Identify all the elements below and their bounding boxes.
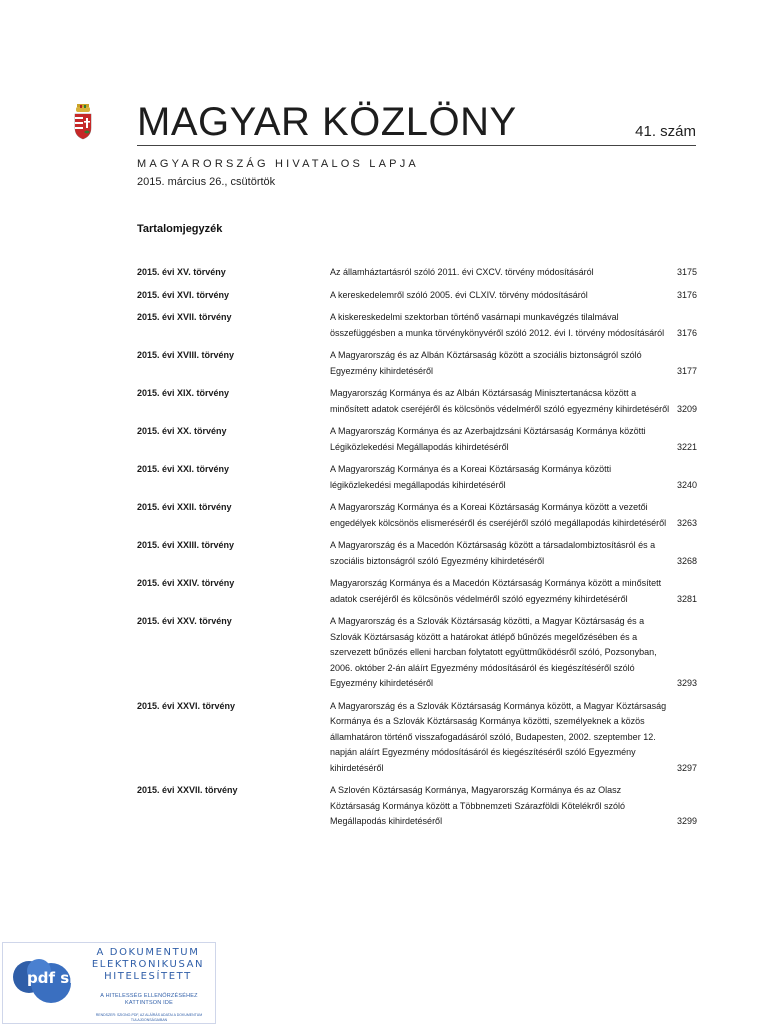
stamp-line-1: A DOKUMENTUM <box>96 947 200 958</box>
toc-row <box>137 699 697 777</box>
toc-description: A Magyarország Kormánya és a Koreai Köztársaság Kormánya közötti légiközlekedési megállapodás kihirdetéséről <box>330 464 612 490</box>
toc-heading: Tartalomjegyzék <box>137 223 223 235</box>
stamp-title <box>85 947 211 983</box>
toc-law: 2015. évi XXI. törvény <box>137 464 230 474</box>
toc-row <box>137 614 697 692</box>
toc-law: 2015. évi XV. törvény <box>137 267 226 277</box>
toc-description: Magyarország Kormánya és a Macedón Köztársaság Kormánya között a minősített adatok cseréjéről és kölcsönös védelméről szóló egyezmény kihirdetéséről <box>330 578 662 604</box>
toc-page-number: 3299 <box>676 816 697 826</box>
pdf-signo-logo-icon <box>9 953 107 1009</box>
toc-page-number: 3176 <box>676 327 697 338</box>
toc-description: Az államháztartásról szóló 2011. évi CXCV. törvény módosításáról <box>330 267 594 277</box>
toc-row <box>137 424 697 455</box>
toc-law: 2015. évi XVI. törvény <box>137 289 230 300</box>
toc-law: 2015. évi XXIII. törvény <box>137 540 235 550</box>
toc-page-number: 3297 <box>676 762 697 773</box>
toc-description: A kiskereskedelmi szektorban történő vasárnapi munkavégzés tilalmával összefüggésben a munka törvénykönyvéről szóló 2012. évi I. törvény módosításáról <box>330 312 665 338</box>
page-title: MAGYAR KÖZLÖNY <box>137 100 517 144</box>
toc-page-number: 3268 <box>676 555 697 566</box>
toc-law: 2015. évi XIX. törvény <box>137 388 230 398</box>
toc-description: A Magyarország és a Szlovák Köztársaság közötti, a Magyar Köztársaság és a Szlovák Köztársaság között a határokat átlépő bűnözés megelőzésében és a szervezett bűnözés elleni harcban folytatott együttműködésről szóló, Pozsonyban, 2006. október 2-án aláírt Egyezmény módosításáról és kiegészítéséről szóló Egyezmény kihirdetéséről <box>330 616 657 688</box>
toc-page-number: 3263 <box>676 517 697 528</box>
toc-law: 2015. évi XXVI. törvény <box>137 700 236 711</box>
table-of-contents <box>137 265 697 837</box>
toc-row <box>137 310 697 341</box>
toc-row <box>137 462 697 493</box>
authentication-stamp[interactable] <box>2 942 216 1024</box>
toc-description: A Szlovén Köztársaság Kormánya, Magyarország Kormánya és az Olasz Köztársaság Kormánya között a Többnemzeti Szárazföldi Kötelékről szóló Megállapodás kihirdetéséről <box>330 785 625 826</box>
issue-number: 41. szám <box>635 123 696 140</box>
toc-row <box>137 500 697 531</box>
pdf-logo-text: pdf signo <box>27 969 107 987</box>
stamp-line-2: ELEKTRONIKUSAN <box>91 959 205 970</box>
toc-law: 2015. évi XVII. törvény <box>137 312 232 322</box>
toc-description: A Magyarország és az Albán Köztársaság között a szociális biztonságról szóló Egyezmény kihirdetéséről <box>330 350 642 376</box>
toc-law: 2015. évi XXIV. törvény <box>137 578 235 588</box>
toc-law: 2015. évi XXII. törvény <box>137 502 232 512</box>
stamp-line-3: HITELESÍTETT <box>104 971 192 982</box>
toc-page-number: 3175 <box>676 267 697 277</box>
toc-row <box>137 265 697 281</box>
toc-page-number: 3177 <box>676 365 697 376</box>
toc-description: A Magyarország és a Szlovák Köztársaság Kormánya között, a Magyar Köztársaság Kormánya és a Szlovák Köztársaság Kormánya közötti, személyeknek a közös államhatáron történő visszafogadásáról szóló, Budapesten, 2002. szeptember 12. napján aláírt Egyezmény módosításáról és kiegészítéséről szóló Egyezmény kihirdetéséről <box>330 700 667 773</box>
publication-date: 2015. március 26., csütörtök <box>137 176 276 188</box>
stamp-fine-print: RENDSZER: SZIGNO-PDF, AZ ALÁÍRÁS ADATAI A DOKUMENTUM TULAJDONSÁGAIBAN <box>95 1013 203 1022</box>
header-divider <box>137 145 696 146</box>
toc-page-number: 3281 <box>676 593 697 604</box>
toc-row <box>137 288 697 304</box>
toc-row <box>137 348 697 379</box>
toc-row <box>137 783 697 830</box>
toc-law: 2015. évi XVIII. törvény <box>137 350 235 360</box>
toc-description: Magyarország Kormánya és az Albán Köztársaság Minisztertanácsa között a minősített adatok cseréjéről és kölcsönös védelméről szóló egyezmény kihirdetéséről <box>330 388 670 414</box>
toc-page-number: 3209 <box>676 403 697 414</box>
toc-description: A Magyarország és a Macedón Köztársaság között a társadalombiztosításról és a szociális biztonságról szóló Egyezmény kihirdetéséről <box>330 540 656 566</box>
toc-page-number: 3176 <box>676 289 697 300</box>
toc-description: A kereskedelemről szóló 2005. évi CLXIV. törvény módosításáról <box>330 289 588 300</box>
toc-law: 2015. évi XX. törvény <box>137 426 227 436</box>
toc-page-number: 3293 <box>676 678 697 688</box>
toc-page-number: 3221 <box>676 441 697 452</box>
toc-row <box>137 386 697 417</box>
toc-row <box>137 538 697 569</box>
toc-row <box>137 576 697 607</box>
coat-of-arms-icon <box>73 104 93 140</box>
verify-link[interactable]: A HITELESSÉG ELLENŐRZÉSÉHEZ KATTINTSON IDE <box>100 993 198 1006</box>
publication-subtitle: MAGYARORSZÁG HIVATALOS LAPJA <box>137 158 419 170</box>
toc-law: 2015. évi XXVII. törvény <box>137 785 238 795</box>
toc-page-number: 3240 <box>676 479 697 490</box>
toc-description: A Magyarország Kormánya és az Azerbajdzsáni Köztársaság Kormánya közötti Légiközlekedési Megállapodás kihirdetéséről <box>330 426 646 452</box>
toc-description: A Magyarország Kormánya és a Koreai Köztársaság Kormánya között a vezetői engedélyek kölcsönös elismeréséről és cseréjéről szóló megállapodás kihirdetéséről <box>330 502 667 528</box>
toc-law: 2015. évi XXV. törvény <box>137 616 232 626</box>
